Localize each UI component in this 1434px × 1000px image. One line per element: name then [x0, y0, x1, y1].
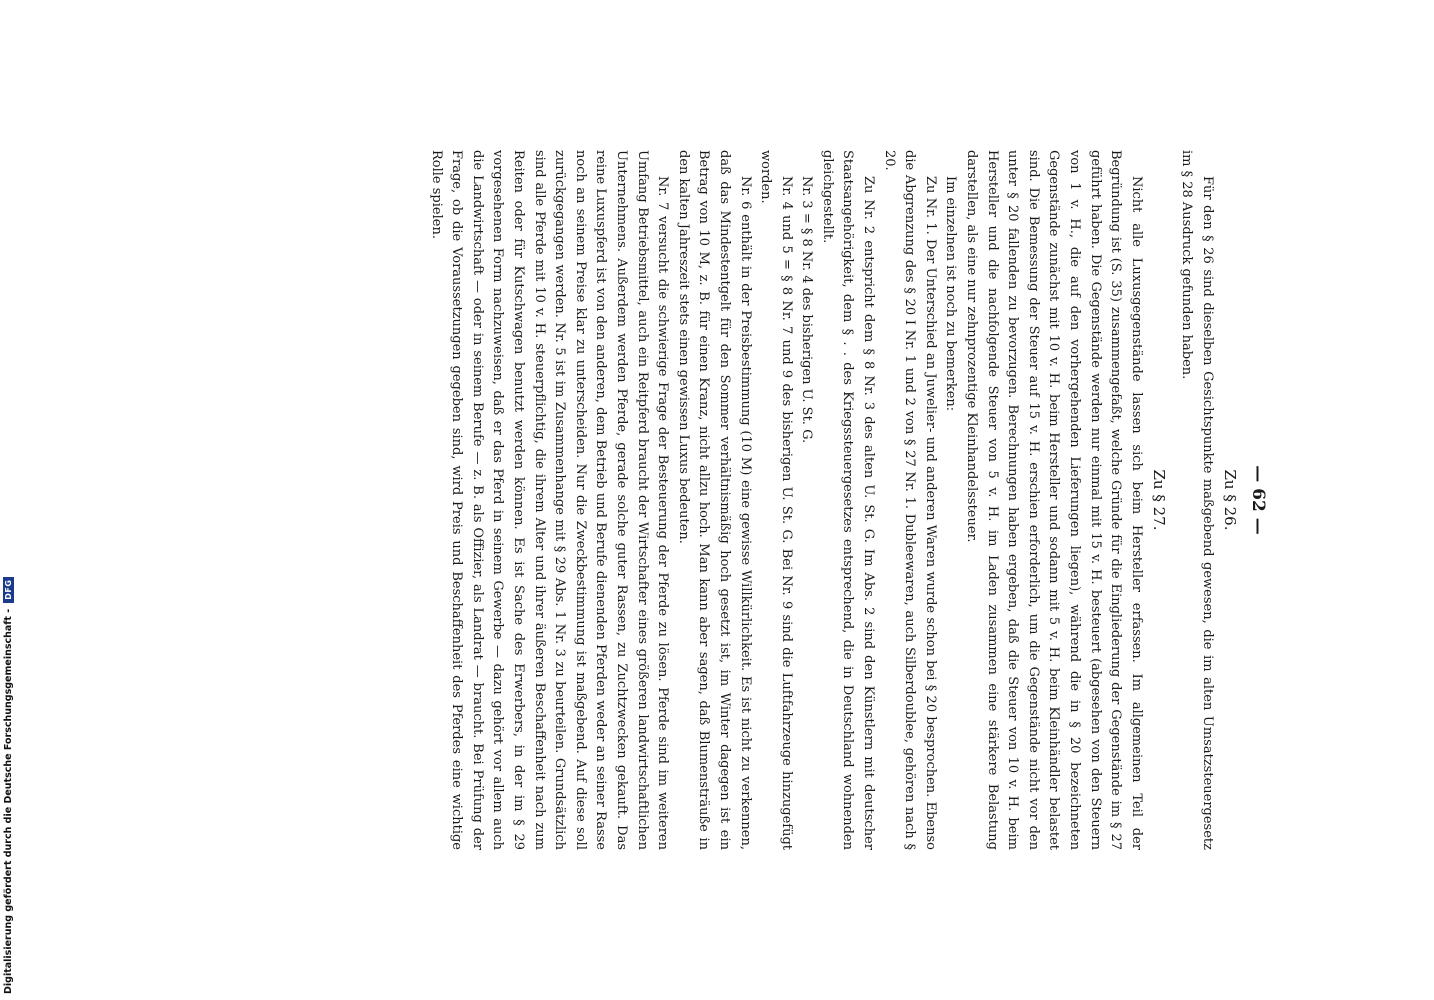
paragraph-26-1: Für den § 26 sind dieselben Gesichtspunkte maßgebend gewesen, die im alten Umsatzsteuergesetz im § 28 Ausdruck gefunden haben.: [1179, 150, 1215, 850]
paragraph-27-1: Nicht alle Luxusgegenstände lassen sich beim Hersteller erfassen. Im allgemeinen Teil der Begründung ist (S. 35) zusammengefaßt, welche Gründe für die Eingliederung der Gegenstände im § 27 geführt haben. Die Gegenstände werden nur einmal mit 15 v. H. besteuert (abgesehen von den Steuern von 1 v. H., die auf den vorhergehenden Lieferungen liegen), während die in § 20 bezeichneten Gegenstände zunächst mit 10 v. H. beim Hersteller und sodann mit 5 v. H. beim Kleinhändler belastet sind. Die Bemessung der Steuer auf 15 v. H. erschien erforderlich, um die Gegenstände nicht vor den unter § 20 fallenden zu bevorzugen. Berechnungen haben ergeben, daß die Steuer von 10 v. H. beim Hersteller und die nachfolgende Steuer von 5 v. H. im Laden zusammen eine stärkere Belastung darstellen, als eine nur zehnprozentige Kleinhandelssteuer.: [964, 150, 1144, 850]
page-number: — 62 —: [1248, 465, 1268, 535]
paragraph-27-3: Zu Nr. 1. Der Unterschied an Juwelier- und anderen Waren wurde schon bei § 20 besprochen. Ebenso die Abgrenzung des § 20 I Nr. 1 und 2 von § 27 Nr. 1. Dubleewaren, auch Silberdoublee, gehören nach § 20.: [881, 150, 938, 850]
paragraph-27-4: Zu Nr. 2 entspricht dem § 8 Nr. 3 des alten U. St. G. Im Abs. 2 sind den Künstlern mit deutscher Staatsangehörigkeit, dem § . . des Kriegssteuergesetzes entsprechend, die in Deutschland wohnenden gleichgestellt.: [819, 150, 877, 850]
section-heading-27: Zu § 27.: [1149, 469, 1168, 531]
credit-text: Digitalisierung gefördert durch die Deutsche Forschungsgemeinschaft -: [2, 608, 14, 994]
paragraph-27-5: Nr. 3 = § 8 Nr. 4 des bisherigen U. St. G.: [799, 176, 815, 444]
paragraph-27-2: Im einzelnen ist noch zu bemerken:: [943, 176, 959, 412]
paragraph-27-8: Nr. 7 versucht die schwierige Frage der Besteuerung der Pferde zu lösen. Pferde sind im weiteren Umfang Betriebsmittel, auch ein Reitpferd braucht der Wirtschafter eines größeren landwirtschaftlichen Unternehmens. Außerdem werden Pferde, gerade solche guter Rassen, zu Zuchtzwecken gekauft. Das reine Luxuspferd ist von den anderen, dem Betrieb und Berufe dienenden Pferden weder an seiner Rasse noch an seinem Preise klar zu unterscheiden. Nur die Zweckbestimmung ist maßgebend. Auf diese soll zurückgegangen werden. Nr. 5 ist im Zusammenhange mit § 29 Abs. 1 Nr. 3 zu beurteilen. Grundsätzlich sind alle Pferde mit 10 v. H. steuerpflichtig, die ihrem Alter und ihrer äußeren Beschaffenheit nach zum Reiten oder für Kutschwagen benutzt werden können. Es ist Sache des Erwerbers, in der im § 29 vorgesehenen Form nachzuweisen, daß er das Pferd in seinem Gewerbe — dazu gehört vor allem auch die Landwirtschaft — oder in seinem Berufe — z. B. als Offizier, als Landrat — braucht. Bei Prüfung der Frage, ob die Voraussetzungen gegeben sind, wird Preis und Beschaffenheit des Pferdes eine wichtige Rolle spielen.: [428, 150, 671, 850]
paragraph-27-7: Nr. 6 enthält in der Preisbestimmung (10 M) eine gewisse Willkürlichkeit. Es ist nicht zu verkennen, daß das Mindestentgelt für den Sommer verhältnismäßig hoch gesetzt ist, im Winter dagegen ist ein Betrag von 10 M, z. B. für einen Kranz, nicht allzu hoch. Man kann aber sagen, daß Blumensträuße in den kalten Jahreszeit stets einen gewissen Luxus bedeuten.: [675, 150, 753, 850]
page-content: [425, 150, 1269, 850]
dfg-logo-icon: DFG: [3, 577, 14, 603]
paragraph-27-6: Nr. 4 und 5 = § 8 Nr. 7 und 9 des bisherigen U. St. G. Bei Nr. 9 sind die Luftfahrzeuge hinzugefügt worden.: [758, 150, 794, 850]
section-heading-26: Zu § 26.: [1221, 469, 1239, 531]
